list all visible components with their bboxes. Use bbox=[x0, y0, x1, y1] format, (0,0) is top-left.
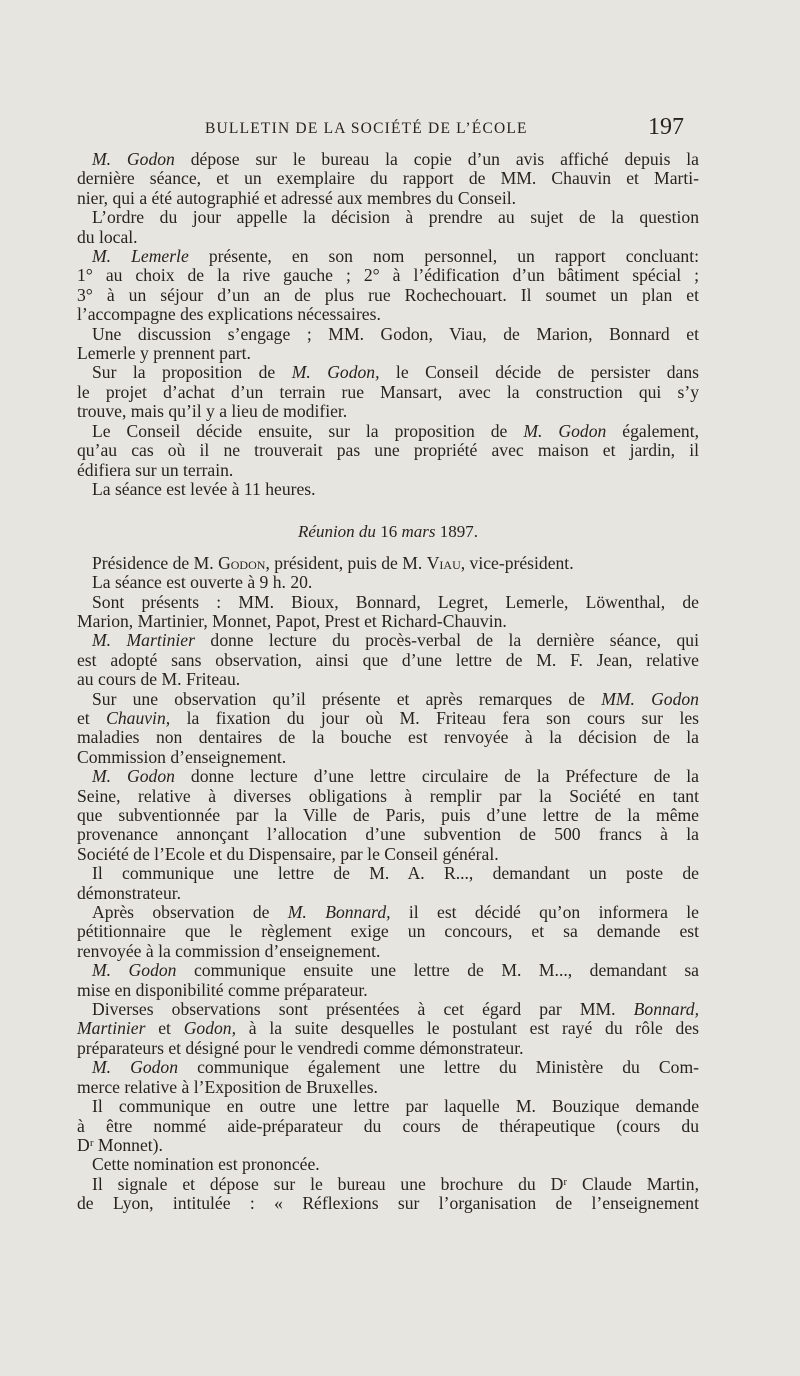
text-line: à être nommé aide-préparateur du cours de thérapeutique (cours du bbox=[77, 1115, 699, 1136]
text-line: trouve, mais qu’il y a lieu de modifier. bbox=[77, 401, 348, 422]
text-line: M. Godon communique ensuite une lettre de M. M..., demandant sa bbox=[92, 960, 699, 981]
text-line: de Lyon, intitulée : « Réflexions sur l’organisation de l’enseignement bbox=[77, 1193, 699, 1214]
text-line: pétitionnaire que le règlement exige un concours, et sa demande est bbox=[77, 921, 699, 942]
text-line: mise en disponibilité comme préparateur. bbox=[77, 979, 368, 1000]
text-line: démonstrateur. bbox=[77, 882, 182, 903]
paragraph-bonnard bbox=[77, 903, 699, 961]
text-line: qu’au cas où il ne trouverait pas une propriété avec maison et jardin, il bbox=[77, 440, 699, 461]
text-line: l’accompagne des explications nécessaires. bbox=[77, 304, 381, 325]
body-text bbox=[77, 150, 699, 1214]
text-line: La séance est levée à 11 heures. bbox=[92, 478, 316, 499]
text-line: Martinier et Godon, à la suite desquelles le postulant est rayé du rôle des bbox=[77, 1018, 700, 1039]
text-line: Après observation de M. Bonnard, il est décidé qu’on informera le bbox=[92, 902, 699, 923]
running-title: BULLETIN DE LA SOCIÉTÉ DE L’ÉCOLE bbox=[205, 120, 528, 137]
paragraph-godon-depose bbox=[77, 150, 699, 208]
paragraph-presidence bbox=[77, 554, 699, 573]
text-line: renvoyée à la commission d’enseignement. bbox=[77, 940, 381, 961]
paragraph-disponibilite bbox=[77, 961, 699, 1000]
text-line: Seine, relative à diverses obligations à remplir par la Société en tant bbox=[77, 785, 699, 806]
paragraph-seance-levee bbox=[77, 480, 699, 499]
text-line: Il communique une lettre de M. A. R..., demandant un poste de bbox=[92, 863, 699, 884]
paragraph-conseil-decide bbox=[77, 422, 699, 480]
page-number: 197 bbox=[648, 114, 684, 140]
text-line: merce relative à l’Exposition de Bruxelles. bbox=[77, 1076, 378, 1097]
text-line: édifiera sur un terrain. bbox=[77, 459, 234, 480]
text-line: Sur une observation qu’il présente et après remarques de MM. Godon bbox=[92, 688, 699, 709]
paragraph-observation bbox=[77, 690, 699, 768]
text-line: M. Godon communique également une lettre du Ministère du Com- bbox=[92, 1057, 699, 1078]
text-line: Une discussion s’engage ; MM. Godon, Viau, de Marion, Bonnard et bbox=[92, 323, 699, 344]
text-line: Sur la proposition de M. Godon, le Conseil décide de persister dans bbox=[92, 362, 699, 383]
text-line: provenance annonçant l’allocation d’une subvention de 500 francs à la bbox=[77, 824, 699, 845]
text-line: dernière séance, et un exemplaire du rapport de MM. Chauvin et Marti- bbox=[77, 168, 699, 189]
paragraph-lemerle bbox=[77, 247, 699, 325]
paragraph-nomination bbox=[77, 1155, 699, 1174]
paragraph-ordre-du-jour bbox=[77, 208, 699, 247]
text-line: M. Godon dépose sur le bureau la copie d’un avis affiché depuis la bbox=[92, 149, 699, 169]
text-line: Il signale et dépose sur le bureau une brochure du Dʳ Claude Martin, bbox=[92, 1173, 699, 1194]
paragraph-lettre-ar bbox=[77, 864, 699, 903]
text-line: M. Lemerle présente, en son nom personnel, un rapport concluant: bbox=[92, 246, 699, 267]
text-line: Dʳ Monnet). bbox=[77, 1134, 163, 1155]
paragraph-brochure bbox=[77, 1175, 699, 1214]
text-line: L’ordre du jour appelle la décision à prendre au sujet de la question bbox=[92, 207, 699, 228]
text-line: et Chauvin, la fixation du jour où M. Friteau fera son cours sur les bbox=[77, 707, 699, 728]
text-line: Commission d’enseignement. bbox=[77, 746, 287, 767]
paragraph-diverses-observations bbox=[77, 1000, 699, 1058]
text-line: Il communique en outre une lettre par laquelle M. Bouzique demande bbox=[92, 1096, 699, 1117]
paragraph-presents bbox=[77, 593, 699, 632]
text-line: M. Godon donne lecture d’une lettre circulaire de la Préfecture de la bbox=[92, 766, 699, 787]
text-line: 3° à un séjour d’un an de plus rue Rochechouart. Il soumet un plan et bbox=[77, 284, 699, 305]
paragraph-seance-ouverte bbox=[77, 573, 699, 592]
text-line: nier, qui a été autographié et adressé aux membres du Conseil. bbox=[77, 187, 516, 208]
text-line: M. Martinier donne lecture du procès-verbal de la dernière séance, qui bbox=[92, 630, 699, 651]
paragraph-discussion bbox=[77, 325, 699, 364]
paragraph-martinier bbox=[77, 631, 699, 689]
text-line: Diverses observations sont présentées à cet égard par MM. Bonnard, bbox=[92, 999, 699, 1020]
text-line: est adopté sans observation, ainsi que d’une lettre de M. F. Jean, relative bbox=[77, 649, 699, 670]
text-line: du local. bbox=[77, 226, 138, 247]
text-line: Société de l’Ecole et du Dispensaire, par le Conseil général. bbox=[77, 843, 499, 864]
paragraph-ministere bbox=[77, 1058, 699, 1097]
text-line: La séance est ouverte à 9 h. 20. bbox=[92, 572, 313, 593]
text-line: Cette nomination est prononcée. bbox=[92, 1154, 320, 1175]
text-line: Lemerle y prennent part. bbox=[77, 343, 251, 364]
text-line: 1° au choix de la rive gauche ; 2° à l’édification d’un bâtiment spécial ; bbox=[77, 265, 699, 286]
paragraph-bouzique bbox=[77, 1097, 699, 1155]
text-line: au cours de M. Friteau. bbox=[77, 669, 241, 690]
paragraph-prefecture bbox=[77, 767, 699, 864]
text-line: Sont présents : MM. Bioux, Bonnard, Legret, Lemerle, Löwenthal, de bbox=[92, 591, 699, 612]
text-line: Marion, Martinier, Monnet, Papot, Prest et Richard-Chauvin. bbox=[77, 610, 507, 631]
text-line: Présidence de M. Godon, président, puis de M. Viau, vice-président. bbox=[92, 552, 574, 573]
page-header bbox=[0, 114, 800, 144]
text-line: que subventionnée par la Ville de Paris, puis d’une lettre de la même bbox=[77, 805, 699, 825]
text-line: le projet d’achat d’un terrain rue Mansart, avec la construction qui s’y bbox=[77, 381, 699, 402]
text-line: maladies non dentaires de la bouche est renvoyée à la décision de la bbox=[77, 727, 699, 748]
paragraph-proposition bbox=[77, 363, 699, 421]
section-heading: Réunion du 16 mars 1897. bbox=[298, 522, 478, 542]
text-line: Le Conseil décide ensuite, sur la proposition de M. Godon également, bbox=[92, 420, 699, 441]
text-line: préparateurs et désigné pour le vendredi comme démonstrateur. bbox=[77, 1037, 524, 1058]
